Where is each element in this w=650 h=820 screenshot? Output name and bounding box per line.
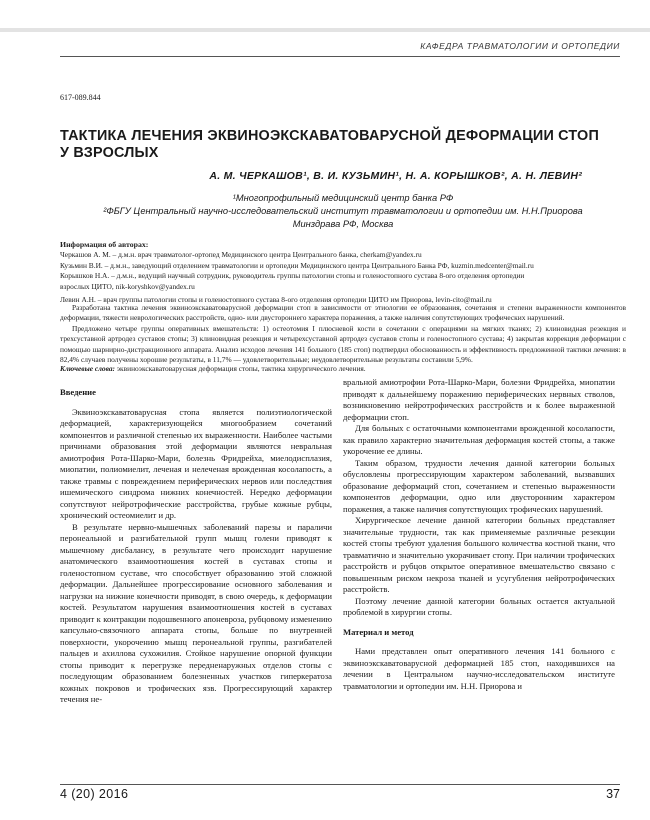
author-info-heading: Информация об авторах: [60,240,149,249]
article-title [60,128,620,162]
footer-rule [60,784,620,785]
section-heading-methods: Материал и метод [343,626,414,637]
body-paragraph: Хирургическое лечение данной категории больных представляет значительные трудности, так как применяемые различные резекции костей стопы требуют удаления большого количества костной ткани, что травматично и значительно укорачивает стопу. При наличии трофических расстройств и рубцов открытое оперативное вмешательство связано с повышенным риском некроза тканей и усугубления нейротрофических расстройств. [343,515,615,594]
affiliation-1: ¹Многопрофильный медицинский центр банка РФ [232,193,454,203]
keywords-text: эквиноэкскаватоварусная деформация стопы, тактика хирургического лечения. [116,364,366,373]
author-info-line: Черкашов А. М. – д.м.н. врач травматолог-ортопед Медицинского центра Центрального банка, cherkam@yandex.ru [60,250,422,260]
column-left [60,382,332,706]
body-paragraph-continued: вральной амиотрофии Рота-Шарко-Мари, болезни Фридрейха, миопатии приводят к дальнейшему поражению периферических нервных стволов, возникновению нейротрофических расстройств и к более выраженной деформации стоп. [343,377,615,422]
page-number: 37 [606,787,620,801]
keywords-label: Ключевые слова: [60,364,115,373]
section-heading-intro: Введение [60,387,96,397]
body-paragraph: В результате нервно-мышечных заболеваний парезы и параличи перонеальной и разгибательной групп мышц голени приводят к мышечному дисбалансу, в результате чего происходит нарушение анатомического взаимоотношения костей в суставах стопы и голеностопном суставе, что способствует образованию этой сложной деформации. Дальнейшее прогрессирование основного заболевания и нагрузки на нижние конечности приводят, в свою очередь, к деформации костей. Результатом нарушения взаимоотношения костей в суставах приводит к контракции подошвенного апоневроза, рубцовому изменению капсульно-связочного аппарата стопы, больше по внутренней поверхности, укорочению мышц перонеальной группы, разгибателей пальцев и ахиллова сухожилия. Стойкое нарушение опорной функции стопы приводит к перегрузке передненаружных отделов стопы с последующим образованием болезненных участков гиперкератоза кожных покровов и трофических язв. Прогрессирующий характер течения не- [60,521,332,704]
column-right [343,377,615,692]
abstract [60,303,626,365]
body-paragraph: Поэтому лечение данной категории больных остается актуальной проблемой в хирургии стопы. [343,595,615,617]
abstract-paragraph: Предложено четыре группы оперативных вмешательств: 1) остеотомия I плюсневой кости в сочетании с операциями на мягких тканях; 2) клиновидная резекция и трехсуставной артродез суставов стопы; 3) клиновидная резекция и четырехсуставной артродез суставов стопы и голеностопного сустава; 4) закрытая коррекция деформации с помощью шарнирно-дистракционного аппарата. Анализ исходов лечения 141 больного (185 стоп) подтвердил обоснованность и эффективность предложенной тактики лечения: в 82,4% случаев получены хорошие результаты, в 11,7% — удовлетворительные; неудовлетворительные результаты составили 5,9%. [60,323,626,365]
body-paragraph: Эквиноэкскаватоварусная стопа является полиэтиологической деформацией, характеризующейся многообразием сочетаний компонентов и различной степенью их выраженности. Наиболее частыми причинами образования этой деформации являются невральная амиотрофия Рота-Шарко-Мари, болезнь Фридрейха, миелодисплазия, миопатии, полиомиелит, леченая и нелеченая врожденная косолапость, а также травмы с повреждением периферических нервов или последствия ишемического синдрома нижних конечностей. Нередко деформации сопутствуют нейротрофические расстройства, грубые кожные рубцы, хронический остеомиелит и др. [60,406,332,520]
udc-code: 617-089.844 [60,93,101,102]
title-line-1: ТАКТИКА ЛЕЧЕНИЯ ЭКВИНОЭКСКАВАТОВАРУСНОЙ ДЕФОРМАЦИИ СТОП [60,128,599,144]
keywords [60,364,626,374]
author-info-line: Левин А.Н. – врач группы патологии стопы и голеностопного сустава 8-ого отделения ортопедии ЦИТО им Приорова, levin-cito@mail.ru [60,295,492,305]
author-info-line: Кузьмин В.И. – д.м.н., заведующий отделением травматологии и ортопедии Медицинского центра Центрального Банка РФ, kuzmin.medcenter@mail.ru [60,260,534,270]
running-head: КАФЕДРА ТРАВМАТОЛОГИИ И ОРТОПЕДИИ [420,41,620,51]
title-line-2: У ВЗРОСЛЫХ [60,145,159,161]
abstract-paragraph: Разработана тактика лечения эквиноэкскаватоварусной деформации стоп в зависимости от этиологии ее образования, сочетания и степени выраженности компонентов деформации, тяжести неврологических расстройств, одно- или двустороннего характера поражения, а также наличия сопутствующих трофических нарушений. [60,303,626,323]
affiliation-2-line-1: ²ФБГУ Центральный научно-исследовательский институт травматологии и ортопедии им. Н.Н.Приорова [103,206,583,216]
header-accent-stripe [0,28,650,32]
body-paragraph: Таким образом, трудности лечения данной категории больных обусловлены прогрессирующим характером заболеваний, вызвавших образование деформаций стоп, сочетанием и степенью выраженности компонентов деформации, одно или двусторонним характером поражения, а также наличия сопутствующих трофических нарушений. [343,457,615,514]
author-info-line: Корышков Н.А. – д.м.н., ведущий научный сотрудник, руководитель группы патологии стопы и голеностопного сустава 8-ого отделения ортопедии [60,271,525,281]
authors: А. М. ЧЕРКАШОВ¹, В. И. КУЗЬМИН¹, Н. А. КОРЫШКОВ², А. Н. ЛЕВИН² [209,170,582,182]
affiliation-2-line-2: Минздрава РФ, Москва [292,219,394,229]
body-paragraph: Для больных с остаточными компонентами врожденной косолапости, как правило характерно значительная деформация костей стопы, а также укорочение ее длины. [343,423,615,456]
issue-number: 4 (20) 2016 [60,787,129,801]
author-info-line: взрослых ЦИТО, nik-koryshkov@yandex.ru [60,281,195,291]
header-bar [0,0,650,40]
author-info [60,240,626,305]
body-paragraph: Нами представлен опыт оперативного лечения 141 больного с эквиноэкскаватоварусной деформацией 185 стоп, находившихся на лечении в Центральном научно-исследовательском институте травматологии и ортопедии им. Н.Н. Приорова и [343,646,615,691]
header-rule [60,56,620,57]
